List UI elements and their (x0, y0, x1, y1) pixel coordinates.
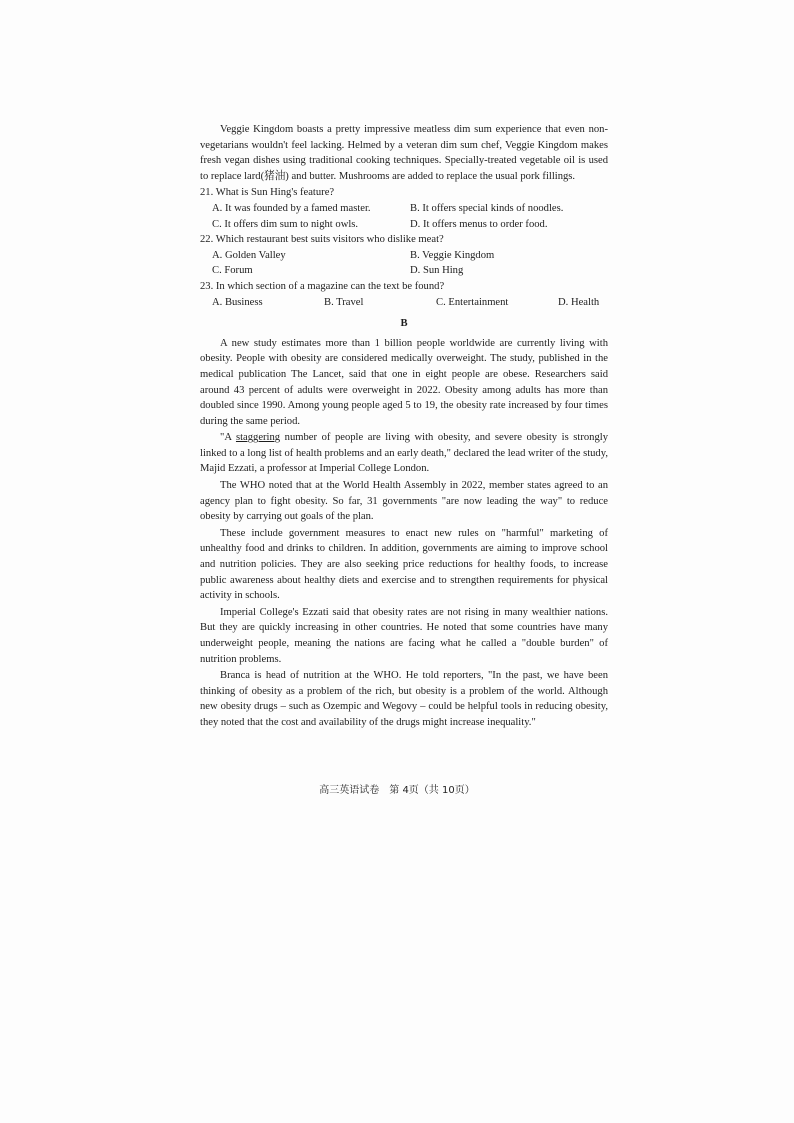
option-a: A. Golden Valley (212, 249, 286, 261)
paragraph-text: number of people are living with obesity, and severe obesity is strongly linked to a long list of health problems and an early death," declared the lead writer of the study, Majid Ezzati, a professor at Imperial College London. (200, 432, 608, 475)
option-d: D. Health (558, 296, 600, 308)
question-22 (200, 232, 608, 279)
option-c: C. Entertainment (436, 296, 509, 308)
passage-b-paragraph-3: The WHO noted that at the World Health Assembly in 2022, member states agreed to an agency plan to fight obesity. So far, 31 governments "are now leading the way" to reduce obesity by carrying out goals of the plan. (200, 480, 608, 523)
question-23 (200, 279, 608, 310)
passage-b-paragraph-5: Imperial College's Ezzati said that obesity rates are not rising in many wealthier nations. But they are quickly increasing in other countries. He noted that some countries have many underweight people, meaning the nations are facing what he called a "double burden" of nutrition problems. (200, 606, 608, 665)
passage-b-paragraph-1: A new study estimates more than 1 billion people worldwide are currently living with obesity. People with obesity are considered medically overweight. The study, published in the medical publication The Lancet, said that one in eight people are obese. Researchers said around 43 percent of adults were overweight in 2022. Obesity among adults has more than doubled since 1990. Among young people aged 5 to 19, the obesity rate increased by four times during the same period. (200, 337, 608, 427)
passage-b-paragraph-2 (200, 430, 608, 477)
options-row (200, 295, 608, 311)
underlined-word: staggering (235, 432, 281, 444)
option-c: C. It offers dim sum to night owls. (212, 218, 359, 230)
question-21 (200, 185, 608, 232)
options-row (200, 248, 608, 264)
option-a: A. Business (212, 296, 263, 308)
passage-b-paragraph-4: These include government measures to enact new rules on "harmful" marketing of unhealthy food and drinks to children. In addition, governments are aiming to improve school and nutrition policies. They are also seeking price reductions for healthy foods, to increase public awareness about healthy diets and exercise and to strengthen requirements for physical activity in schools. (200, 527, 608, 602)
question-stem: 21. What is Sun Hing's feature? (200, 187, 335, 199)
option-b: B. Travel (324, 296, 364, 308)
question-stem: 22. Which restaurant best suits visitors who dislike meat? (200, 234, 444, 246)
paragraph-text: "A (220, 432, 236, 444)
option-b: B. It offers special kinds of noodles. (410, 202, 564, 214)
section-heading-b: B (400, 318, 408, 330)
option-d: D. It offers menus to order food. (410, 218, 548, 230)
option-c: C. Forum (212, 265, 253, 277)
page-content (200, 122, 608, 732)
option-d: D. Sun Hing (410, 265, 464, 277)
option-b: B. Veggie Kingdom (410, 249, 495, 261)
option-a: A. It was founded by a famed master. (212, 202, 371, 214)
options-row (200, 263, 608, 279)
passage-b-paragraph-6: Branca is head of nutrition at the WHO. He told reporters, "In the past, we have been thinking of obesity as a problem of the rich, but obesity is a problem of the world. Although new obesity drugs – such as Ozempic and Wegovy – could be helpful tools in reducing obesity, they noted that the cost and availability of the drugs might increase inequality." (200, 670, 608, 728)
options-row (200, 217, 608, 233)
page-footer: 高三英语试卷 第 4页（共 10页） (319, 785, 475, 796)
question-stem: 23. In which section of a magazine can the text be found? (200, 280, 445, 292)
passage-a-paragraph: Veggie Kingdom boasts a pretty impressive meatless dim sum experience that even non-vegetarians wouldn't feel lacking. Helmed by a veteran dim sum chef, Veggie Kingdom makes fresh vegan dishes using traditional cooking techniques. Specially-treated vegetable oil is used to replace lard(猪油) and butter. Mushrooms are added to replace the usual pork fillings. (200, 124, 608, 182)
options-row (200, 201, 608, 217)
